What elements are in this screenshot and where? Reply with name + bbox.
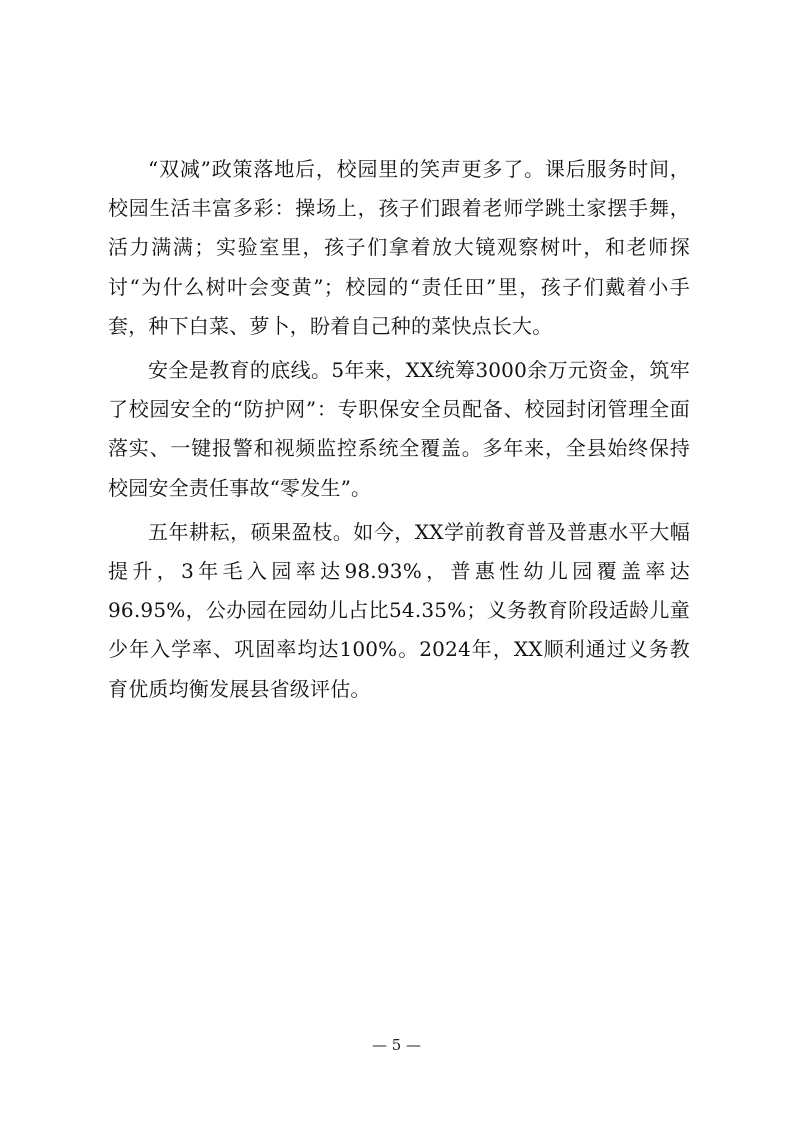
paragraph-double-reduction: “双减”政策落地后，校园里的笑声更多了。课后服务时间，校园生活丰富多彩：操场上，孩子们跟着老师学跳土家摆手舞，活力满满；实验室里，孩子们拿着放大镜观察树叶，和老师探讨“为什么树叶会变黄”；校园的“责任田”里，孩子们戴着小手套，种下白菜、萝卜，盼着自己种的菜快点长大。 bbox=[108, 157, 690, 338]
page-number: — 5 — bbox=[371, 1036, 422, 1054]
body-text bbox=[108, 150, 690, 714]
paragraph-achievements: 五年耕耘，硕果盈枝。如今，XX学前教育普及普惠水平大幅提升，3年毛入园率达98.93%，普惠性幼儿园覆盖率达96.95%，公办园在园幼儿占比54.35%；义务教育阶段适龄儿童少年入学率、巩固率均达100%。2024年，XX顺利通过义务教育优质均衡发展县省级评估。 bbox=[108, 519, 690, 701]
paragraph-campus-safety: 安全是教育的底线。5年来，XX统筹3000余万元资金，筑牢了校园安全的“防护网”：专职保安全员配备、校园封闭管理全面落实、一键报警和视频监控系统全覆盖。多年来，全县始终保持校园安全责任事故“零发生”。 bbox=[108, 358, 690, 500]
